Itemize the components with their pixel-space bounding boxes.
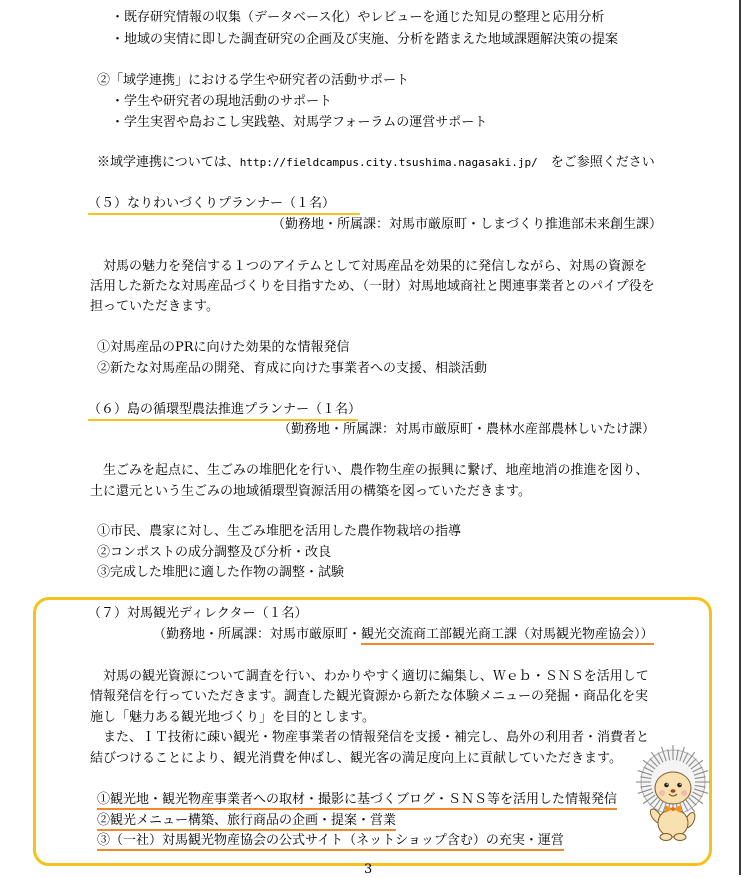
item-bullet: ・学生や研究者の現地活動のサポート bbox=[111, 94, 333, 109]
paragraph-line: また、ＩＴ技術に疎い観光・物産事業者の情報発信を支援・補完し、島外の利用者・消費者と bbox=[90, 730, 650, 745]
paragraph-line: 結びつけることにより、観光消費を伸ばし、観光客の満足度向上に貢献していただきます。 bbox=[90, 751, 622, 766]
duty-item-text: ③（一社）対馬観光物産協会の公式サイト（ネットショップ含む）の充実・運営 bbox=[97, 833, 564, 851]
section-location bbox=[153, 627, 654, 643]
duty-item: ②新たな対馬産品の開発、育成に向けた事業者への支援、相談活動 bbox=[97, 361, 488, 376]
reference-url: http://fieldcampus.city.tsushima.nagasaki.jp/ bbox=[239, 156, 538, 169]
intro-bullet: ・既存研究情報の収集（データベース化）やレビューを通じた知見の整理と応用分析 bbox=[111, 10, 605, 25]
duty-item: ①市民、農家に対し、生ごみ堆肥を活用した農作物栽培の指導 bbox=[97, 524, 462, 539]
paragraph-line: 活用した新たな対馬産品づくりを目指すため、（一財）対馬地域商社と関連事業者とのパイプ役を bbox=[90, 279, 655, 294]
duty-item bbox=[97, 813, 396, 829]
page-number: 3 bbox=[364, 862, 373, 877]
duty-item-text: ②観光メニュー構築、旅行商品の企画・提案・営業 bbox=[97, 813, 396, 831]
duty-item: ①対馬産品のPRに向けた効果的な情報発信 bbox=[97, 340, 350, 355]
section-title-underline bbox=[88, 419, 358, 421]
section-location-highlight: 観光交流商工部観光商工課（対馬観光物産協会）） bbox=[361, 627, 654, 645]
duty-item bbox=[97, 792, 617, 808]
duty-item: ②コンポストの成分調整及び分析・改良 bbox=[97, 545, 332, 560]
paragraph-line: 施し「魅力ある観光地づくり」を目的とします。 bbox=[90, 710, 375, 725]
section-title: （７）対馬観光ディレクター（１名） bbox=[88, 606, 308, 621]
reference-note-prefix: ※域学連携については、 bbox=[97, 155, 240, 170]
section-location: （勤務地・所属課：対馬市厳原町・しまづくり推進部未来創生課） bbox=[272, 217, 663, 232]
section-title: （６）島の循環型農法推進プランナー（１名） bbox=[88, 402, 362, 417]
paragraph-line: 生ごみを起点に、生ごみの堆肥化を行い、農作物生産の振興に繋げ、地産地消の推進を図り、 bbox=[90, 463, 649, 478]
section-title-underline bbox=[88, 213, 360, 215]
reference-note bbox=[97, 155, 655, 171]
intro-bullet: ・地域の実情に即した調査研究の企画及び実施、分析を踏まえた地域課題解決策の提案 bbox=[111, 32, 619, 47]
duty-item-text: ①観光地・観光物産事業者への取材・撮影に基づくブログ・ＳＮＳ等を活用した情報発信 bbox=[97, 792, 617, 810]
section-title: （５）なりわいづくりプランナー（１名） bbox=[88, 196, 336, 211]
item-heading: ②「域学連携」における学生や研究者の活動サポート bbox=[97, 73, 410, 88]
duty-item bbox=[97, 833, 564, 849]
paragraph-line: 土に還元という生ごみの地域循環型資源活用の構築を図っていただきます。 bbox=[90, 484, 531, 499]
paragraph-line: 対馬の魅力を発信する１つのアイテムとして対馬産品を効果的に発信しながら、対馬の資源を bbox=[90, 259, 648, 274]
paragraph-line: 対馬の観光資源について調査を行い、わかりやすく適切に編集し、Ｗｅｂ・ＳＮＳを活用して bbox=[90, 669, 649, 684]
duty-item: ③完成した堆肥に適した作物の調整・試験 bbox=[97, 565, 345, 580]
lion-mascot-icon bbox=[632, 744, 714, 842]
item-bullet: ・学生実習や島おこし実践塾、対馬学フォーラムの運営サポート bbox=[111, 115, 488, 130]
page-edge bbox=[739, 0, 741, 875]
reference-note-suffix: をご参照ください bbox=[537, 155, 655, 170]
section-location-prefix: （勤務地・所属課：対馬市厳原町・ bbox=[153, 627, 362, 642]
paragraph-line: 担っていただきます。 bbox=[90, 299, 219, 314]
paragraph-line: 情報発信を行っていただきます。調査した観光資源から新たな体験メニューの発掘・商品化を実 bbox=[90, 689, 648, 704]
section-location: （勤務地・所属課：対馬市厳原町・農林水産部農林しいたけ課） bbox=[278, 422, 656, 437]
